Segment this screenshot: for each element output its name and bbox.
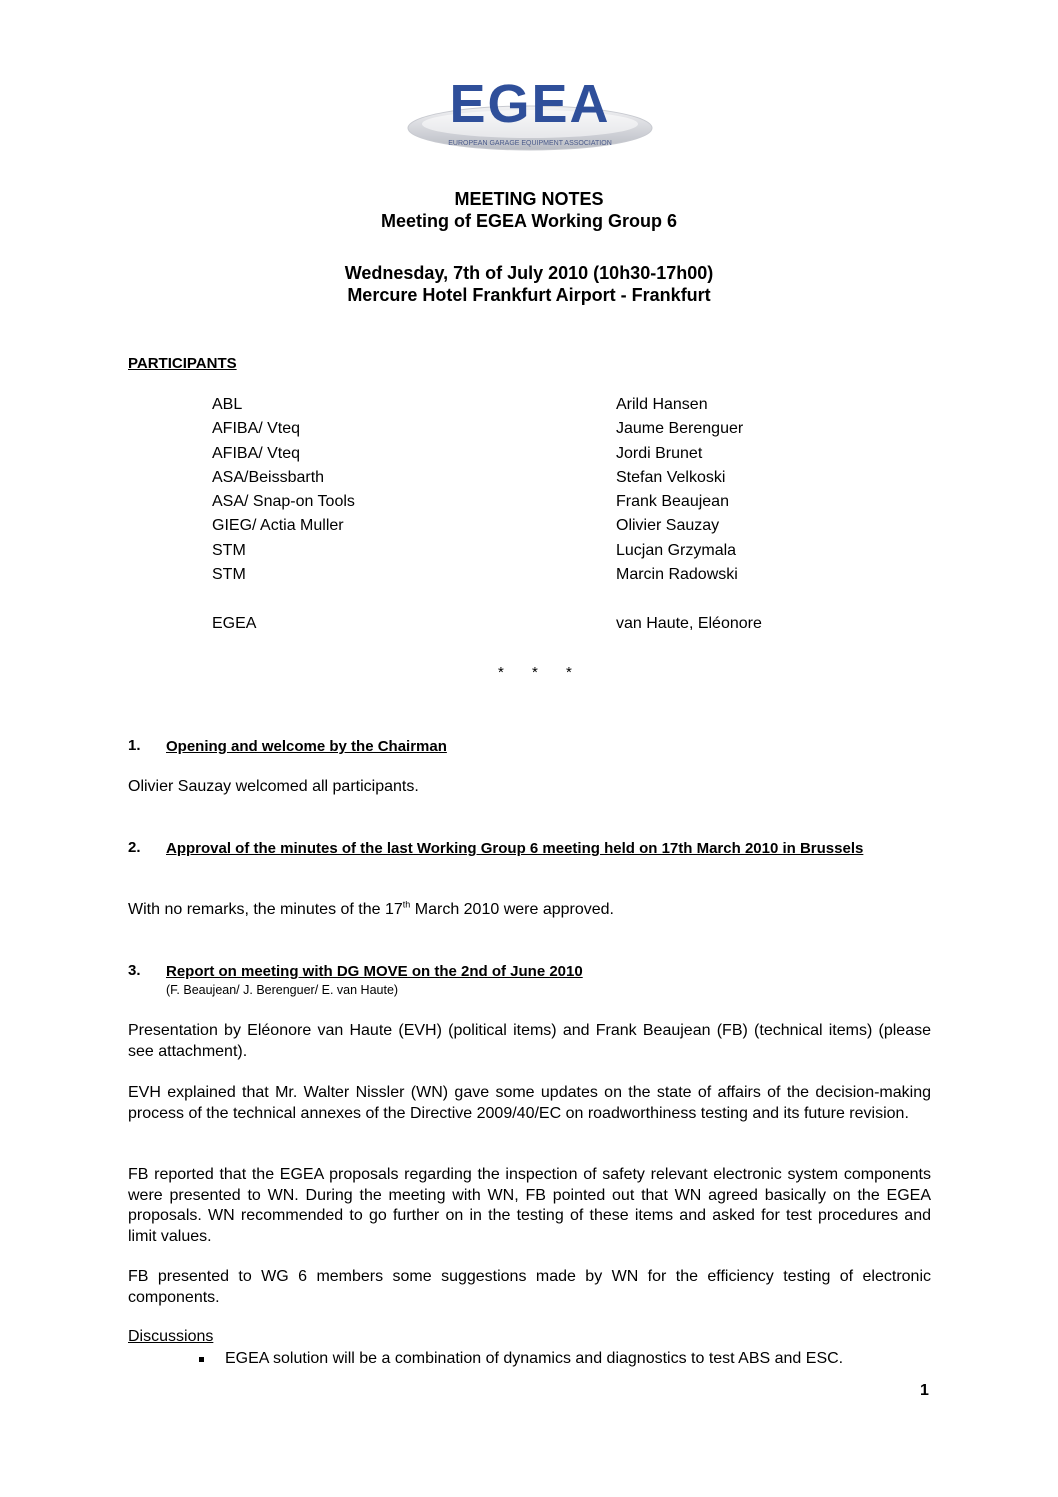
table-row (212, 493, 812, 517)
participant-name: Arild Hansen (616, 396, 708, 413)
participant-organization: ABL (212, 396, 243, 413)
table-row (212, 566, 812, 590)
egea-logo (405, 72, 655, 154)
meeting-date: Wednesday, 7th of July 2010 (10h30-17h00) (344, 263, 714, 283)
approval-text-a: With no remarks, the minutes of the 17 (128, 901, 403, 918)
meeting-location: Mercure Hotel Frankfurt Airport - Frankfurt (347, 285, 711, 305)
meeting-name: Meeting of EGEA Working Group 6 (380, 211, 677, 231)
participant-name: Frank Beaujean (616, 493, 729, 511)
participant-organization: STM (212, 566, 246, 584)
table-row (212, 542, 812, 566)
participant-organization: EGEA (212, 614, 257, 632)
title-block-date (0, 262, 1058, 306)
separator: * * * (498, 664, 584, 681)
table-row (212, 445, 812, 469)
participant-organization: AFIBA/ Vteq (212, 444, 301, 462)
section-number: 2. (128, 839, 141, 856)
paragraph-approval (128, 900, 931, 921)
participant-organization: AFIBA/ Vteq (212, 420, 301, 438)
table-row (212, 469, 812, 493)
paragraph-fb-suggestions: FB presented to WG 6 members some suggestions made by WN for the efficiency testing of electronic components. (128, 1268, 931, 1306)
participants-heading: PARTICIPANTS (128, 355, 237, 372)
section-title: Approval of the minutes of the last Working Group 6 meeting held on 17th March 2010 in Brussels (166, 840, 864, 857)
title-block-meeting (0, 188, 1058, 232)
participant-name: Jaume Berenguer (616, 420, 744, 438)
paragraph-welcome: Olivier Sauzay welcomed all participants. (128, 778, 419, 795)
bullet-icon (199, 1357, 204, 1362)
section-number: 3. (128, 962, 141, 979)
bullet-text: EGEA solution will be a combination of dynamics and diagnostics to test ABS and ESC. (225, 1350, 844, 1367)
participant-organization: STM (212, 541, 246, 559)
participant-name: Marcin Radowski (616, 566, 738, 584)
approval-text-b: March 2010 were approved. (410, 901, 614, 918)
section-3 (128, 962, 931, 997)
svg-text:EGEA: EGEA (449, 74, 611, 134)
section-title: Report on meeting with DG MOVE on the 2nd of June 2010 (166, 963, 583, 980)
section-authors: (F. Beaujean/ J. Berenguer/ E. van Haute) (166, 983, 399, 997)
section-1 (128, 737, 931, 757)
participant-name: Olivier Sauzay (616, 517, 720, 535)
table-row (212, 517, 812, 541)
section-number: 1. (128, 737, 141, 754)
paragraph-presentation: Presentation by Eléonore van Haute (EVH) (political items) and Frank Beaujean (FB) (technical items) (please see attachment). (128, 1022, 931, 1060)
table-row (212, 396, 812, 420)
participant-name: van Haute, Eléonore (616, 614, 762, 632)
list-item (199, 1350, 939, 1368)
document-title: MEETING NOTES (454, 189, 604, 209)
paragraph-evh: EVH explained that Mr. Walter Nissler (WN) gave some updates on the state of affairs of the decision-making process of the technical annexes of the Directive 2009/40/EC on roadworthiness testing and its future revision. (128, 1084, 931, 1122)
section-title: Opening and welcome by the Chairman (166, 738, 447, 755)
table-row (212, 590, 812, 614)
approval-sup: th (402, 899, 411, 910)
participant-name: Lucjan Grzymala (616, 541, 737, 559)
discussions-heading: Discussions (128, 1328, 214, 1345)
page-number: 1 (920, 1382, 929, 1399)
paragraph-fb-report: FB reported that the EGEA proposals regarding the inspection of safety relevant electronic system components were presented to WN. During the meeting with WN, FB pointed out that WN agreed basically on the EGEA proposals. WN recommended to go further on in the testing of these items and asked for test procedures and limit values. (128, 1166, 931, 1245)
table-row (212, 615, 812, 639)
participant-name: Jordi Brunet (616, 444, 703, 462)
participant-name: Stefan Velkoski (616, 468, 726, 486)
section-2 (128, 839, 931, 859)
svg-text:EUROPEAN GARAGE EQUIPMENT ASSO: EUROPEAN GARAGE EQUIPMENT ASSOCIATION (448, 140, 612, 147)
participant-organization: ASA/ Snap-on Tools (212, 493, 355, 511)
participant-organization: ASA/Beissbarth (212, 468, 325, 486)
participant-organization: GIEG/ Actia Muller (212, 517, 344, 535)
participants-table (212, 396, 812, 639)
table-row (212, 420, 812, 444)
